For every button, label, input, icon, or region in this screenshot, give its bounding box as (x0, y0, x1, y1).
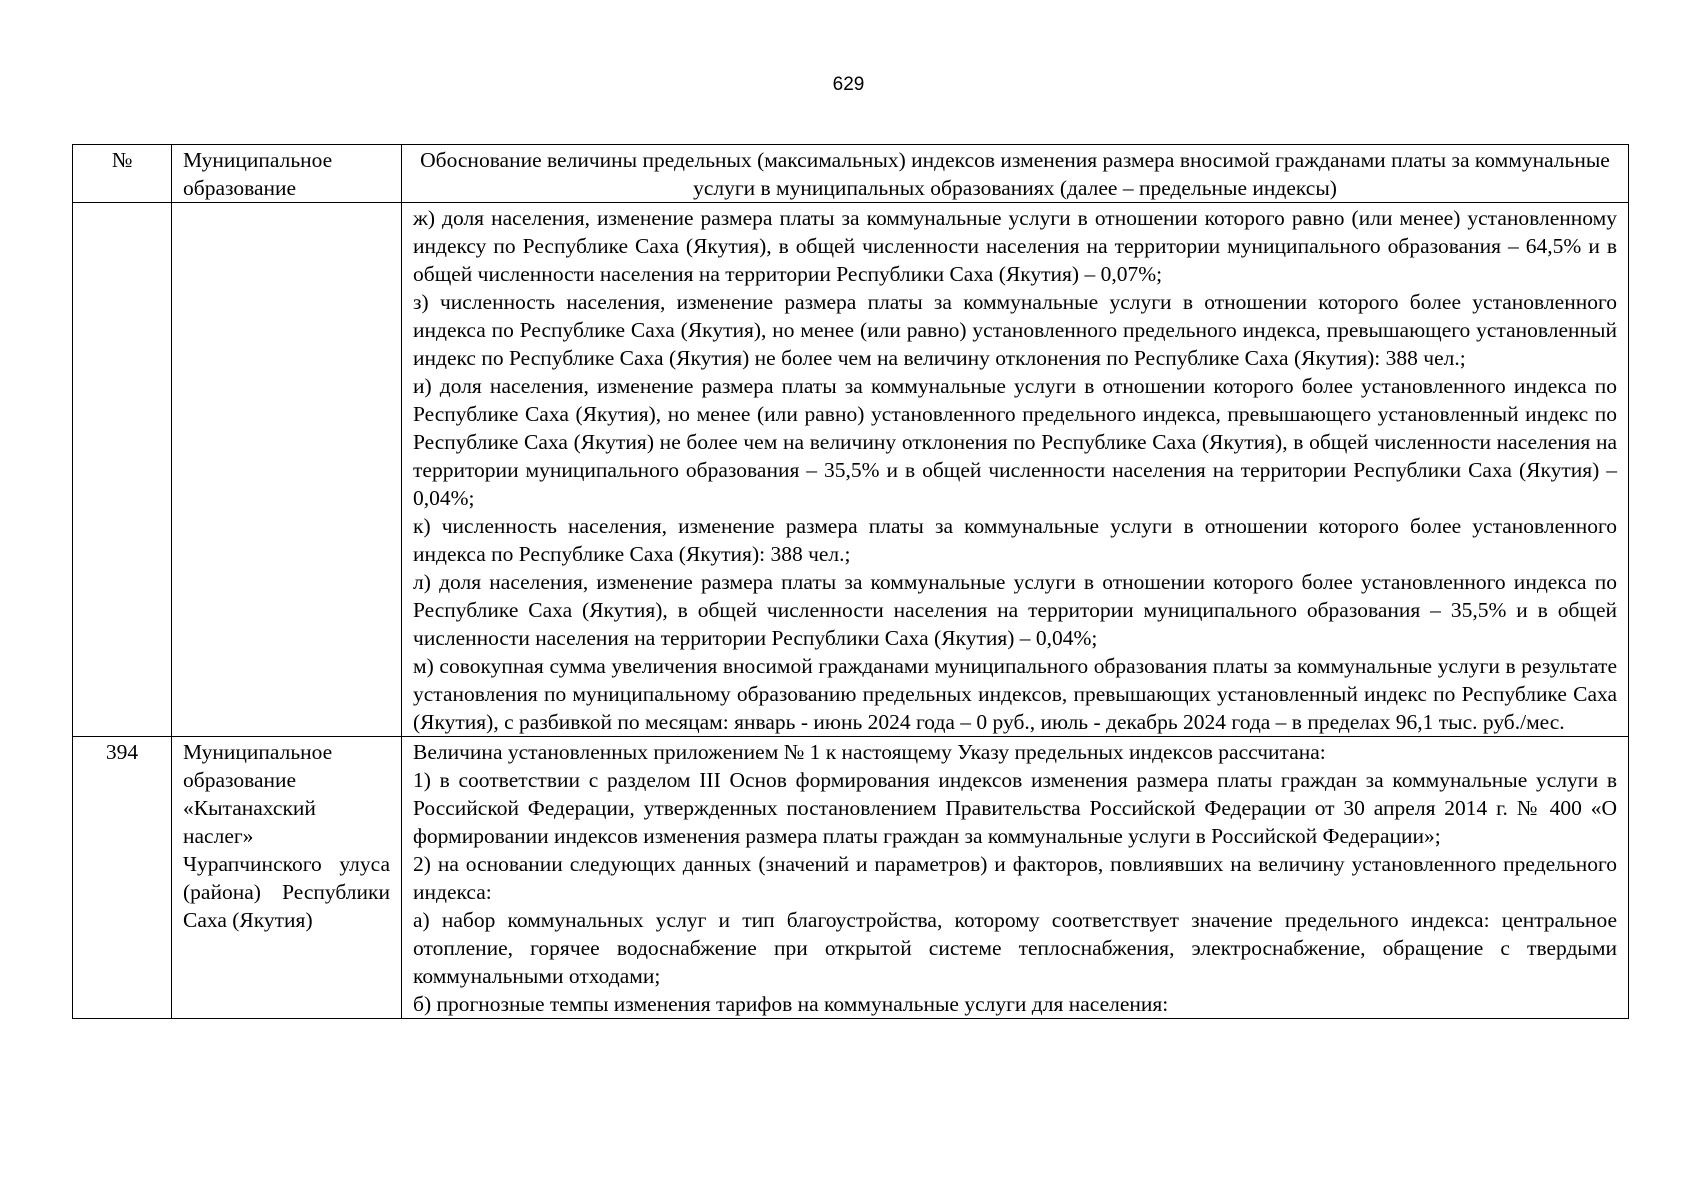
justification-paragraph: ж) доля населения, изменение размера платы за коммунальные услуги в отношении которого равно (или менее) установленному индексу по Республике Саха (Якутия), в общей численности населения на территории муниципального образования – 64,5% и в общей численности населения на территории Республики Саха (Якутия) – 0,07%; (413, 206, 1617, 286)
justification-paragraph: и) доля населения, изменение размера платы за коммунальные услуги в отношении которого более установленного индекса по Республике Саха (Якутия), но менее (или равно) установленного предельного индекса, превышающего установленный индекс по Республике Саха (Якутия) не более чем на величину отклонения по Республике Саха (Якутия), в общей численности населения на территории муниципального образования – 35,5% и в общей численности населения на территории Республики Саха (Якутия) – 0,04%; (413, 374, 1617, 510)
header-municipality: Муниципальное образование (172, 145, 402, 203)
justification-paragraph: к) численность населения, изменение размера платы за коммунальные услуги в отношении которого более установленного индекса по Республике Саха (Якутия): 388 чел.; (413, 514, 1617, 566)
municipality-name: Муниципальное образование «Кытанахский наслег» Чурапчинского улуса (района) Республики Саха (Якутия) (183, 740, 390, 932)
justification-paragraph: м) совокупная сумма увеличения вносимой гражданами муниципального образования платы за коммунальные услуги в результате установления по муниципальному образованию предельных индексов, превышающих установленный индекс по Республике Саха (Якутия), с разбивкой по месяцам: январь - июнь 2024 года – 0 руб., июль - декабрь 2024 года – в пределах 96,1 тыс. руб./мес. (413, 654, 1617, 734)
justification-paragraph: б) прогнозные темпы изменения тарифов на коммунальные услуги для населения: (413, 992, 1169, 1016)
municipality-cell (172, 737, 402, 1019)
justification-paragraph: 1) в соответствии с разделом III Основ формирования индексов изменения размера платы граждан за коммунальные услуги в Российской Федерации, утвержденных постановлением Правительства Российской Федерации от 30 апреля 2014 г. № 400 «О формировании индексов изменения размера платы граждан за коммунальные услуги в Российской Федерации»; (413, 768, 1617, 848)
header-justification: Обоснование величины предельных (максимальных) индексов изменения размера вносимой гражданами платы за коммунальные услуги в муниципальных образованиях (далее – предельные индексы) (402, 145, 1629, 203)
table-row (73, 737, 1629, 1019)
justification-cell (402, 203, 1629, 737)
justification-table (72, 144, 1629, 1019)
justification-cell (402, 737, 1629, 1019)
justification-paragraph: а) набор коммунальных услуг и тип благоустройства, которому соответствует значение предельного индекса: центральное отопление, горячее водоснабжение при открытой системе теплоснабжения, электроснабжение, обращение с твердыми коммунальными отходами; (413, 908, 1617, 988)
table-header-row (73, 145, 1629, 203)
row-number: 394 (73, 737, 172, 1019)
table-body (73, 203, 1629, 1019)
header-number: № (73, 145, 172, 203)
page-number: 629 (832, 74, 865, 95)
row-number (73, 203, 172, 737)
justification-paragraph: л) доля населения, изменение размера платы за коммунальные услуги в отношении которого более установленного индекса по Республике Саха (Якутия), в общей численности населения на территории муниципального образования – 35,5% и в общей численности населения на территории Республики Саха (Якутия) – 0,04%; (413, 570, 1617, 650)
justification-paragraph: 2) на основании следующих данных (значений и параметров) и факторов, повлиявших на величину установленного предельного индекса: (413, 852, 1617, 904)
justification-paragraph: Величина установленных приложением № 1 к настоящему Указу предельных индексов рассчитана: (413, 740, 1326, 764)
table-row (73, 203, 1629, 737)
justification-paragraph: з) численность населения, изменение размера платы за коммунальные услуги в отношении которого более установленного индекса по Республике Саха (Якутия), но менее (или равно) установленного предельного индекса, превышающего установленный индекс по Республике Саха (Якутия) не более чем на величину отклонения по Республике Саха (Якутия): 388 чел.; (413, 290, 1617, 370)
municipality-cell (172, 203, 402, 737)
